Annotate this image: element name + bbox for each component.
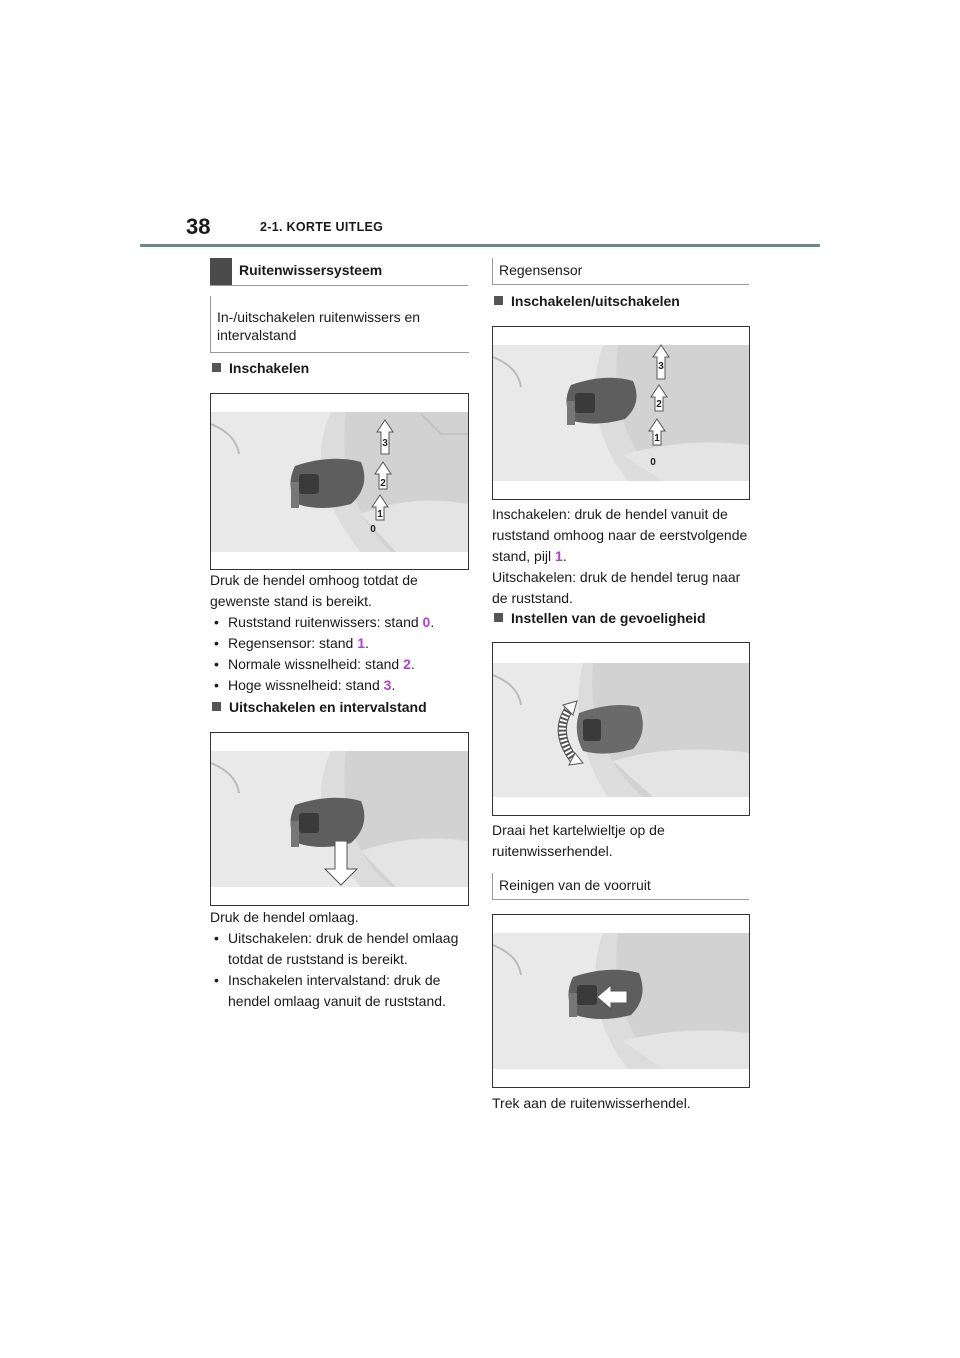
fig3-label-2: 2: [656, 399, 662, 410]
box-title-wiper-system: [210, 258, 468, 286]
fig1-label-1: 1: [377, 509, 383, 520]
list-item: • Regensensor: stand 1.: [210, 633, 468, 654]
figure-lever-up: [210, 393, 469, 570]
text-switch-on: Druk de hendel omhoog totdat de gewenste stand is bereikt. • Ruststand ruitenwissers: stand 0. • Regensensor: stand 1. • Normale wissnelheid: stand 2. • Hoge wissnelheid: stand 3.: [210, 570, 468, 696]
header-rule: [140, 244, 820, 247]
fig1-label-0: 0: [370, 524, 376, 535]
fig1-label-3: 3: [382, 438, 388, 449]
list-item: • Inschakelen intervalstand: druk de hendel omlaag vanuit de ruststand.: [210, 970, 472, 1012]
text-pull-lever: Trek aan de ruitenwisserhendel.: [492, 1095, 691, 1111]
subsection-box: [210, 296, 469, 353]
fig3-label-3: 3: [658, 361, 664, 372]
figure-rain-sensor-lever: [492, 326, 750, 500]
square-bullet-icon: [494, 296, 503, 305]
fig3-label-0: 0: [650, 457, 656, 468]
square-bullet-icon: [212, 702, 221, 711]
heading-on-off: Inschakelen/uitschakelen: [492, 293, 680, 309]
fig3-label-1: 1: [654, 433, 660, 444]
figure-lever-down: [210, 732, 469, 906]
box-title-text: Ruitenwissersysteem: [239, 262, 383, 278]
figure-pull-lever: [492, 914, 750, 1088]
box-title-rain-sensor: Regensensor: [492, 258, 749, 285]
list-item: • Hoge wissnelheid: stand 3.: [210, 675, 468, 696]
figure-sensitivity-wheel: [492, 642, 750, 816]
section-title: 2-1. KORTE UITLEG: [260, 220, 384, 234]
square-bullet-icon: [212, 363, 221, 372]
heading-switch-off: Uitschakelen en intervalstand: [210, 699, 427, 715]
page-number: 38: [186, 214, 211, 239]
subsection-title: In-/uitschakelen ruitenwissers en intervalstand: [217, 309, 421, 343]
text-sensitivity: Draai het kartelwieltje op de ruitenwisserhendel.: [492, 822, 665, 859]
fig1-label-2: 2: [380, 478, 386, 489]
box-title-clean-windshield: Reinigen van de voorruit: [492, 873, 749, 900]
text-on-off: Inschakelen: druk de hendel vanuit de ruststand omhoog naar de eerstvolgende stand, pijl 1. Uitschakelen: druk de hendel terug naar de ruststand.: [492, 506, 748, 606]
list-item: • Normale wissnelheid: stand 2.: [210, 654, 468, 675]
text-switch-off: Druk de hendel omlaag. • Uitschakelen: druk de hendel omlaag totdat de ruststand is bereikt. • Inschakelen intervalstand: druk de hendel omlaag vanuit de ruststand.: [210, 907, 472, 1012]
list-item: • Uitschakelen: druk de hendel omlaag totdat de ruststand is bereikt.: [210, 928, 472, 970]
box-marker: [210, 258, 232, 285]
square-bullet-icon: [494, 613, 503, 622]
heading-switch-on: Inschakelen: [210, 360, 309, 376]
list-item: • Ruststand ruitenwissers: stand 0.: [210, 612, 468, 633]
heading-sensitivity: Instellen van de gevoeligheid: [492, 610, 706, 626]
